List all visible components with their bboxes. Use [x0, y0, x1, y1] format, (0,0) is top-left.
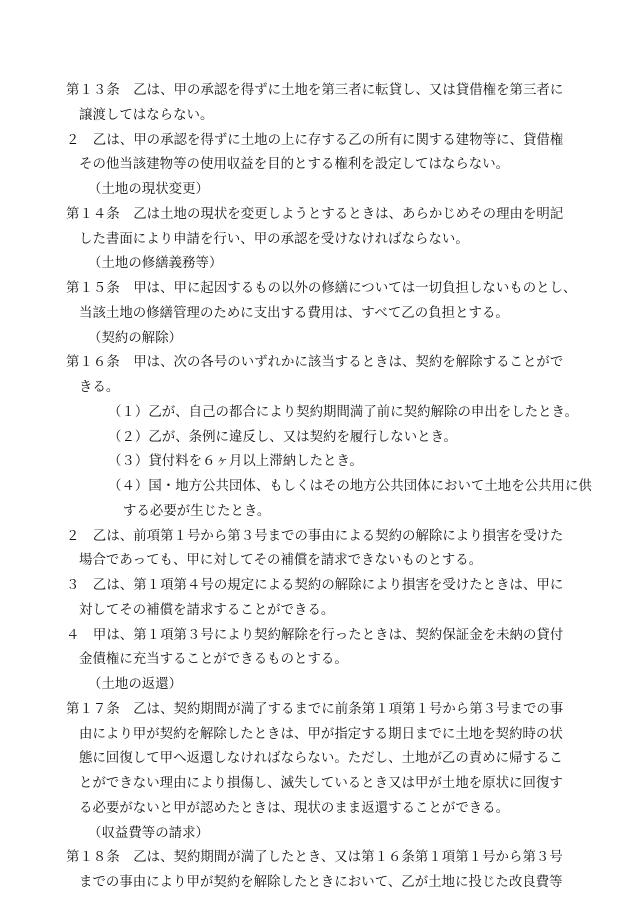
heading-improvement-cost-claim: （収益費等の請求） — [88, 825, 209, 841]
article-15-line-2: 当該土地の修繕管理のために支出する費用は、すべて乙の負担とする。 — [79, 305, 509, 321]
article-16-para-4-line-2: 金債権に充当することができるものとする。 — [79, 652, 348, 668]
article-18-line-2: までの事由により甲が契約を解除したときにおいて、乙が土地に投じた改良費等 — [79, 875, 563, 890]
article-16-para-3-line-2: 対してその補償を請求することができる。 — [79, 602, 335, 618]
article-13-line-2: 譲渡してはならない。 — [79, 107, 214, 123]
article-13-line-1: 第１３条 乙は、甲の承認を得ずに土地を第三者に転貸し、又は貸借権を第三者に — [66, 83, 564, 98]
article-13-para-2-line-1: ２ 乙は、甲の承認を得ずに土地の上に存する乙の所有に関する建物等に、貸借権 — [66, 132, 564, 148]
article-14-line-2: した書面により申請を行い、甲の承認を受けなければならない。 — [79, 231, 469, 247]
article-17-line-3: 態に回復して甲へ返還しなければならない。ただし、土地が乙の責めに帰するこ — [79, 751, 563, 767]
article-17-line-1: 第１７条 乙は、契約期間が満了するまでに前条第１項第１号から第３号までの事 — [66, 701, 564, 717]
article-18-line-1: 第１８条 乙は、契約期間が満了したとき、又は第１６条第１項第１号から第３号 — [66, 850, 563, 866]
article-16-para-2-line-1: ２ 乙は、前項第１号から第３号までの事由による契約の解除により損害を受けた — [66, 528, 564, 544]
article-16-item-2: （２）乙が、条例に違反し、又は契約を履行しないとき。 — [108, 429, 457, 445]
article-16-para-3-line-1: ３ 乙は、第１項第４号の規定による契約の解除により損害を受けたときは、甲に — [66, 578, 564, 593]
heading-contract-cancellation: （契約の解除） — [88, 330, 183, 346]
article-17-line-2: 由により甲が契約を解除したときは、甲が指定する期日までに土地を契約時の状 — [79, 726, 563, 742]
heading-land-status-change: （土地の現状変更） — [88, 182, 209, 197]
heading-land-return: （土地の返還） — [88, 677, 183, 692]
article-16-item-1: （１）乙が、自己の都合により契約期間満了前に契約解除の申出をしたとき。 — [108, 404, 578, 420]
article-16-item-4-line-1: （４）国・地方公共団体、もしくはその地方公共団体において土地を公共用に供 — [108, 479, 592, 494]
article-16-para-2-line-2: 場合であっても、甲に対してその補償を請求できないものとする。 — [79, 553, 483, 569]
article-15-line-1: 第１５条 甲は、甲に起因するもの以外の修繕については一切負担しないものとし、 — [66, 281, 577, 296]
article-17-line-4: とができない理由により損傷し、滅失しているとき又は甲が土地を原状に回復す — [79, 776, 563, 791]
article-16-item-4-line-2: する必要が生じたとき。 — [123, 503, 271, 519]
article-16-item-3: （３）貸付料を６ヶ月以上滞納したとき。 — [108, 454, 363, 470]
article-16-line-1: 第１６条 甲は、次の各号のいずれかに該当するときは、契約を解除することがで — [66, 355, 564, 371]
article-16-line-2: きる。 — [79, 380, 120, 395]
document-page — [0, 79, 630, 896]
article-17-line-5: る必要がないと甲が認めたときは、現状のまま返還することができる。 — [79, 800, 510, 816]
article-14-line-1: 第１４条 乙は土地の現状を変更しようとするときは、あらかじめその理由を明記 — [66, 206, 564, 222]
article-13-para-2-line-2: その他当該建物等の使用収益を目的とする権利を設定してはならない。 — [79, 157, 510, 173]
article-16-para-4-line-1: ４ 甲は、第１項第３号により契約解除を行ったときは、契約保証金を未納の貸付 — [66, 627, 564, 643]
heading-repair-obligation: （土地の修繕義務等） — [88, 256, 223, 272]
